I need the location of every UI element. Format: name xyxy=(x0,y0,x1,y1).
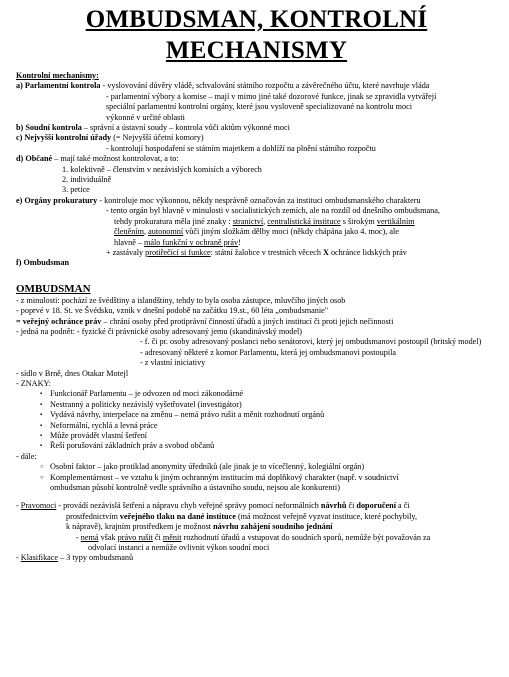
pravomoci-line-2-a: prostřednictvím xyxy=(66,511,120,521)
list-item xyxy=(16,410,497,420)
item-b xyxy=(16,123,497,133)
item-e-line6-a: + zastávaly xyxy=(106,247,146,257)
pravomoci-line-4-g: rozhodnutí úřadů a vstupovat do soudních sporů, nemůže být považován za xyxy=(181,532,431,542)
item-a-head: a) Parlamentní kontrola xyxy=(16,81,101,91)
item-d xyxy=(16,154,497,164)
pravomoci-line-4-b: nemá xyxy=(80,532,99,542)
list-item-text: Osobní faktor – jako protiklad anonymity úředníků (ale jinak je to vícečlenný, kolegiální orgán) xyxy=(50,462,365,472)
list-item-text: Může provádět vlastní šetření xyxy=(50,431,148,440)
list-item-text: Nestranný a politicky nezávislý vyšetřovatel (investigátor) xyxy=(50,399,242,409)
list-item xyxy=(16,473,497,483)
item-d-text: – mají také možnost kontrolovat, a to: xyxy=(52,154,179,164)
pravomoci-line-3 xyxy=(16,522,497,532)
item-e-line3-a: tehdy prokuratura měla jiné znaky : xyxy=(114,216,233,226)
pravomoci-line-4 xyxy=(16,533,497,543)
item-e-line2: - tento orgán byl hlavně v minulosti v socialistických zemích, ale na rozdíl od dnešního ombudsmana, xyxy=(106,206,440,216)
item-f: f) Ombudsman xyxy=(16,258,70,268)
pravomoci-text-1: - provádí nezávislá šetření a nápravu chyb veřejné správy pomocí neformálních xyxy=(56,501,321,511)
item-a xyxy=(16,81,497,91)
item-e-line5-b: málo funkční v ochraně práv xyxy=(144,237,239,247)
list-item-text: Vydává návrhy, interpelace na změnu – nemá právo rušit a měnit rozhodnutí orgánů xyxy=(50,410,325,420)
item-a-line4: výkonné v určité oblasti xyxy=(106,112,185,122)
item-e-line4-c: autonomní xyxy=(148,227,184,237)
title-line-2: MECHANISMY xyxy=(165,37,348,64)
item-c xyxy=(16,133,497,143)
pravomoci-line-3-b: návrhu zahájení soudního jednání xyxy=(213,522,333,532)
pravomoci-line-1 xyxy=(16,501,497,511)
pravomoci-line-5: odvolací instanci a nemůže ovlivnit výkon soudní moci xyxy=(88,543,270,553)
list-item xyxy=(16,389,497,399)
item-e-line3-e: s širokým xyxy=(340,216,377,226)
dale-line: - dále: xyxy=(16,451,37,461)
pravomoci-line-4-c: však xyxy=(98,532,118,542)
item-e-line5-a: hlavně – xyxy=(114,237,145,247)
section-ombudsman xyxy=(16,283,497,564)
item-a-line3: speciální parlamentní kontrolní orgány, které jsou vysloveně specializované na kontrolu moci xyxy=(106,102,413,112)
ombudsman-line-4: - jedná na podnět: - fyzické či právnické osoby adresovaný jemu (skandinávský model) xyxy=(16,326,303,336)
list-item xyxy=(16,421,497,431)
item-e-text: - kontroluje moc výkonnou, někdy nesprávně označován za instituci ombudsmanského charakteru xyxy=(97,195,421,205)
klasifikace-text: – 3 typy ombudsmanů xyxy=(58,553,134,563)
pravomoci-text-2: návrhů xyxy=(320,501,347,511)
title-line-1: OMBUDSMAN, KONTROLNÍ xyxy=(85,6,428,33)
pravomoci-line-2-c: (má možnost veřejně vyzvat instituce, které pochybily, xyxy=(235,511,418,521)
item-e-line6-e: ochránce lidských práv xyxy=(328,247,407,257)
klasifikace-label: Klasifikace xyxy=(20,553,59,563)
section-kontrolni xyxy=(16,71,497,269)
pravomoci-line-3-a: k nápravě), krajním prostředkem je možnost xyxy=(66,522,214,532)
item-e-line3-c: , xyxy=(263,216,268,226)
item-e-line3 xyxy=(16,217,497,227)
item-d-head: d) Občané xyxy=(16,154,53,164)
list-item-text: Neformální, rychlá a levná práce xyxy=(50,420,158,430)
page-title xyxy=(16,4,497,66)
item-e-head: e) Orgány prokuratury xyxy=(16,195,98,205)
section-heading-kontrolni: Kontrolní mechanismy: xyxy=(16,71,99,80)
square-bullet-icon: ▪ xyxy=(40,443,43,450)
square-bullet-icon: ▪ xyxy=(40,412,43,419)
ombudsman-line-7: - z vlastní iniciativy xyxy=(140,358,206,368)
item-e-line5-c: ! xyxy=(238,237,241,247)
section-heading-ombudsman: OMBUDSMAN xyxy=(16,282,91,295)
item-c-text: (= Nejvyšší účetní komory) xyxy=(111,133,204,143)
item-e-line3-d: centralistická instituce xyxy=(267,216,341,226)
circle-bullet-icon: ○ xyxy=(40,464,44,471)
pravomoci-dash: - xyxy=(16,501,21,511)
item-e-line5 xyxy=(16,238,497,248)
ombudsman-line-3-b: – chrání osoby před protiprávní činností úřadů a jiných institucí či proti jejich nečinnosti xyxy=(101,316,394,326)
item-e-line4 xyxy=(16,227,497,237)
pravomoci-text-4: doporučení xyxy=(356,501,396,511)
circle-bullet-icon: ○ xyxy=(40,474,44,481)
list-item-text: Komplementárnost – ve vztahu k jiným ochranným institucím má doplňkový charakter (např. v soudnictví xyxy=(50,472,399,482)
item-e-line3-b: stranictví xyxy=(232,216,264,226)
item-e-line6-d: X xyxy=(322,247,329,257)
item-e-line4-a: členěním xyxy=(114,227,145,237)
item-e-line6-b: protiřečící si funkce xyxy=(145,247,211,257)
klasifikace-dash: - xyxy=(16,553,21,563)
pravomoci-line-4-f: měnit xyxy=(162,532,182,542)
item-e-line6-c: : státní žalobce v trestních věcech xyxy=(210,247,323,257)
ombudsman-line-5: - f. či pr. osoby adresovaný poslanci nebo senátorovi, který jej ombudsmanovi postoupil (britský model) xyxy=(140,337,482,347)
item-e xyxy=(16,196,497,206)
item-e-line4-d: vůči jiným složkám dělby moci (někdy chápána jako 4. moc), ale xyxy=(183,227,399,237)
pravomoci-label: Pravomoci xyxy=(20,501,57,511)
item-e-line6 xyxy=(16,248,497,258)
list-item xyxy=(16,431,497,441)
item-b-text: – správní a ústavní soudy – kontrola vůči aktům výkonné moci xyxy=(81,123,290,133)
pravomoci-text-5: a či xyxy=(396,501,410,511)
item-e-line4-b: , xyxy=(144,227,149,237)
square-bullet-icon: ▪ xyxy=(40,422,43,429)
znaky-list xyxy=(16,389,497,451)
list-item-continuation: ombudsman působí kontrolně vedle správního a ústavního soudu, nejsou ale konkurenti) xyxy=(50,483,340,493)
document-page xyxy=(0,4,509,677)
item-b-head: b) Soudní kontrola xyxy=(16,123,82,133)
list-item xyxy=(16,400,497,410)
square-bullet-icon: ▪ xyxy=(40,401,43,408)
ombudsman-line-8: - sídlo v Brně, dnes Otakar Motejl xyxy=(16,368,129,378)
pravomoci-text-3: či xyxy=(346,501,357,511)
klasifikace-line xyxy=(16,553,497,563)
ombudsman-line-1: - z minulosti: pochází ze švédštiny a islandštiny, tehdy to byla osoba zástupce, mluvčího jiných osob xyxy=(16,295,346,305)
ombudsman-line-6: - adresovaný některé z komor Parlamentu, která jej ombudsmanovi postoupila xyxy=(140,347,397,357)
ombudsman-line-2: - poprvé v 18. St. ve Švédsku, vznik v dnešní podobě na začátku 19.st., 60 léta „ombudsmanie" xyxy=(16,306,329,316)
pravomoci-line-4-d: právo rušit xyxy=(117,532,153,542)
item-a-text: - vyslovování důvěry vládě, schvalování státního rozpočtu a závěrečného účtu, které navrhuje vláda xyxy=(100,81,430,91)
ombudsman-line-9: - ZNAKY: xyxy=(16,378,51,388)
item-d-1: 1. kolektivně – členstvím v nezávislých komisích a výborech xyxy=(62,164,262,174)
list-item-text: Řeší porušování základních práv a svobod občanů xyxy=(50,441,215,451)
square-bullet-icon: ▪ xyxy=(40,391,43,398)
item-c-head: c) Nejvyšší kontrolní úřady xyxy=(16,133,112,143)
ombudsman-line-3 xyxy=(16,317,497,327)
list-item-text: Funkcionář Parlamentu – je odvozen od moci zákonodárné xyxy=(50,389,244,399)
item-d-2: 2. individuálně xyxy=(62,175,112,185)
pravomoci-line-4-e: či xyxy=(152,532,163,542)
list-item xyxy=(16,441,497,451)
ombudsman-line-3-a: = veřejný ochránce práv xyxy=(16,316,102,326)
item-d-3: 3. petice xyxy=(62,185,90,195)
item-a-line2: - parlamentní výbory a komise – mají v mimo jiné také dozorové funkce, jinak se zpravidla vytvářejí xyxy=(106,91,437,101)
pravomoci-line-2-b: veřejného tlaku na dané instituce xyxy=(119,511,236,521)
pravomoci-line-2 xyxy=(16,512,497,522)
pravomoci-line-4-a: - xyxy=(76,532,81,542)
item-c-line2: - kontrolují hospodaření se státním majetkem a dohlíží na plnění státního rozpočtu xyxy=(106,143,376,153)
list-item xyxy=(16,462,497,472)
item-e-line3-f: vertikálním xyxy=(376,216,415,226)
square-bullet-icon: ▪ xyxy=(40,433,43,439)
